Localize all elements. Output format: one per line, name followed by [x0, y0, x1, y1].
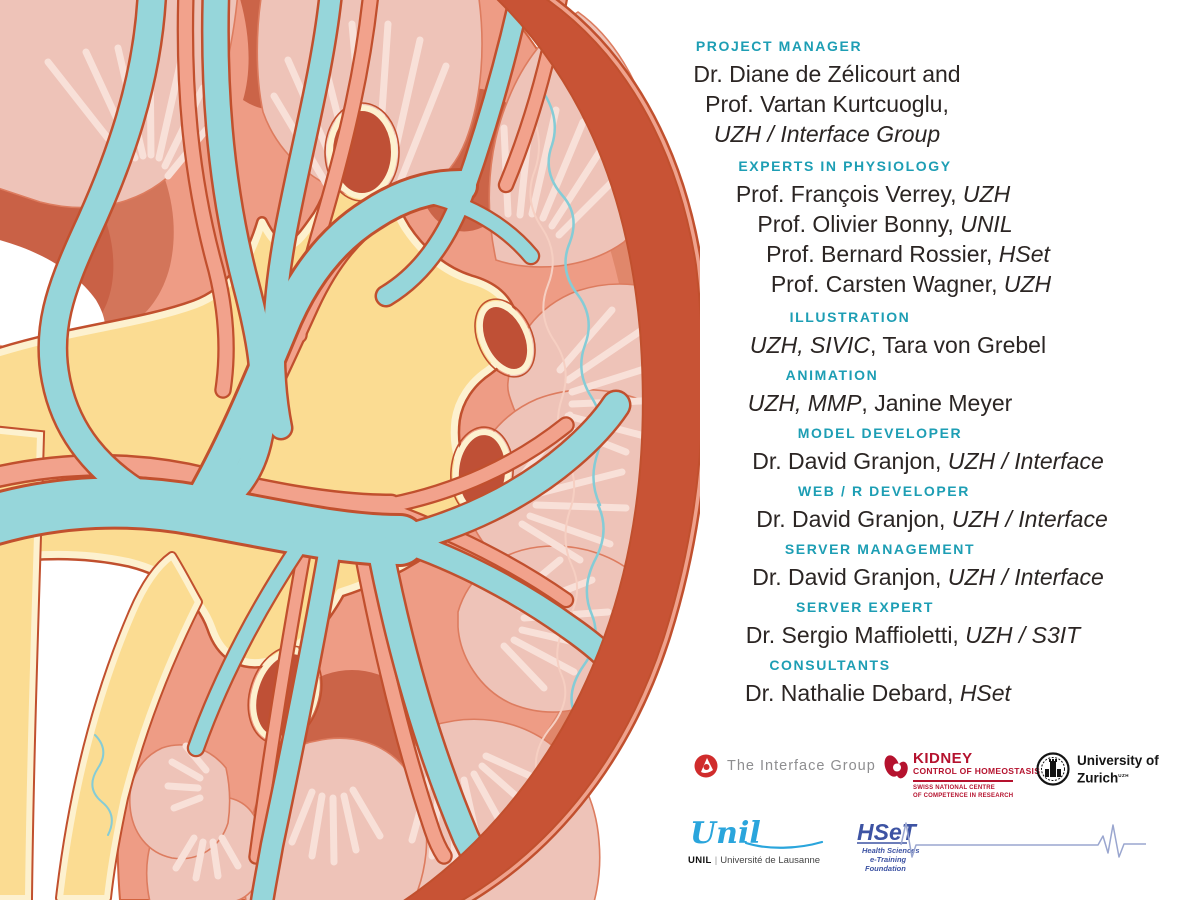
kidney-logo-small1: SWISS NATIONAL CENTRE	[913, 785, 995, 791]
hset-wordmark: HSeT	[857, 820, 916, 845]
credits-name-line: UZH, MMP, Janine Meyer	[747, 390, 1013, 416]
uzh-logo-line2: Zurich	[1077, 770, 1119, 786]
interface-group-swirl-icon	[693, 753, 719, 779]
hset-caption-2: e-Training	[870, 855, 907, 864]
credits-name-line: Dr. David Granjon, UZH / Interface	[752, 564, 1104, 590]
credits-section	[698, 425, 1158, 476]
credits-name-line: Dr. Sergio Maffioletti, UZH / S3IT	[745, 622, 1081, 648]
interface-group-logo[interactable]	[693, 753, 876, 779]
uzh-logo-superscript: UZH	[1118, 772, 1130, 778]
credits-role-label: CONSULTANTS	[769, 657, 891, 673]
ecg-trace	[901, 823, 1146, 857]
credits-section	[668, 309, 1128, 360]
kidney-nccr-logo[interactable]	[884, 751, 1040, 800]
unil-caption: UNIL | Université de Lausanne	[688, 855, 821, 866]
credits-role-label: EXPERTS IN PHYSIOLOGY	[738, 158, 952, 174]
credits-section	[698, 541, 1158, 592]
hset-logo[interactable]	[855, 820, 1175, 878]
credits-section	[648, 657, 1108, 708]
credits-name-line: Dr. David Granjon, UZH / Interface	[752, 448, 1104, 474]
uzh-logo[interactable]	[1036, 752, 1159, 786]
credits-name-line: Prof. Vartan Kurtcuoglu,	[705, 91, 949, 117]
credits-role-label: WEB / R DEVELOPER	[798, 483, 970, 499]
kidney-logo-small2: OF COMPETENCE IN RESEARCH	[913, 792, 1014, 799]
credits-role-label: SERVER MANAGEMENT	[784, 541, 976, 557]
hset-ecg-icon	[855, 820, 1175, 878]
unil-logo[interactable]	[688, 816, 833, 866]
credits-section	[663, 158, 1123, 299]
interface-group-label: The Interface Group	[727, 758, 876, 774]
credits-name-line: Prof. Olivier Bonny, UNIL	[757, 211, 1013, 237]
credits-section	[597, 38, 1057, 149]
credits-section	[650, 367, 1110, 418]
kidney-beans-icon	[884, 751, 908, 785]
credits-name-line: UZH, SIVIC, Tara von Grebel	[749, 332, 1047, 358]
credits-name-line: Prof. François Verrey, UZH	[735, 181, 1011, 207]
credits-role-label: ILLUSTRATION	[789, 309, 911, 325]
unil-script-text: Unil	[690, 816, 761, 851]
uzh-seal-icon	[1036, 752, 1070, 786]
credits-name-line: Dr. Nathalie Debard, HSet	[745, 680, 1011, 706]
credits-section	[683, 599, 1143, 650]
credits-name-line: Prof. Carsten Wagner, UZH	[770, 271, 1052, 297]
credits-role-label: ANIMATION	[785, 367, 879, 383]
credits-name-line: Dr. Diane de Zélicourt and	[693, 61, 961, 87]
kidney-logo-rule	[913, 780, 1013, 782]
credits-name-line: Dr. David Granjon, UZH / Interface	[756, 506, 1108, 532]
credits-name-line: Prof. Bernard Rossier, HSet	[766, 241, 1050, 267]
hset-caption-1: Health Sciences	[862, 846, 920, 855]
kidney-logo-subtitle: CONTROL OF HOMEOSTASIS	[913, 766, 1041, 776]
hset-caption-3: Foundation	[865, 864, 906, 873]
credits-role-label: MODEL DEVELOPER	[797, 425, 963, 441]
credits-role-label: PROJECT MANAGER	[695, 38, 863, 54]
credits-section	[702, 483, 1162, 534]
unil-script-icon	[688, 816, 833, 854]
credits-role-label: SERVER EXPERT	[795, 599, 935, 615]
uzh-logo-line1: University of	[1077, 752, 1159, 768]
kidney-logo-title: KIDNEY	[913, 750, 973, 767]
credits-name-line: UZH / Interface Group	[713, 121, 941, 147]
